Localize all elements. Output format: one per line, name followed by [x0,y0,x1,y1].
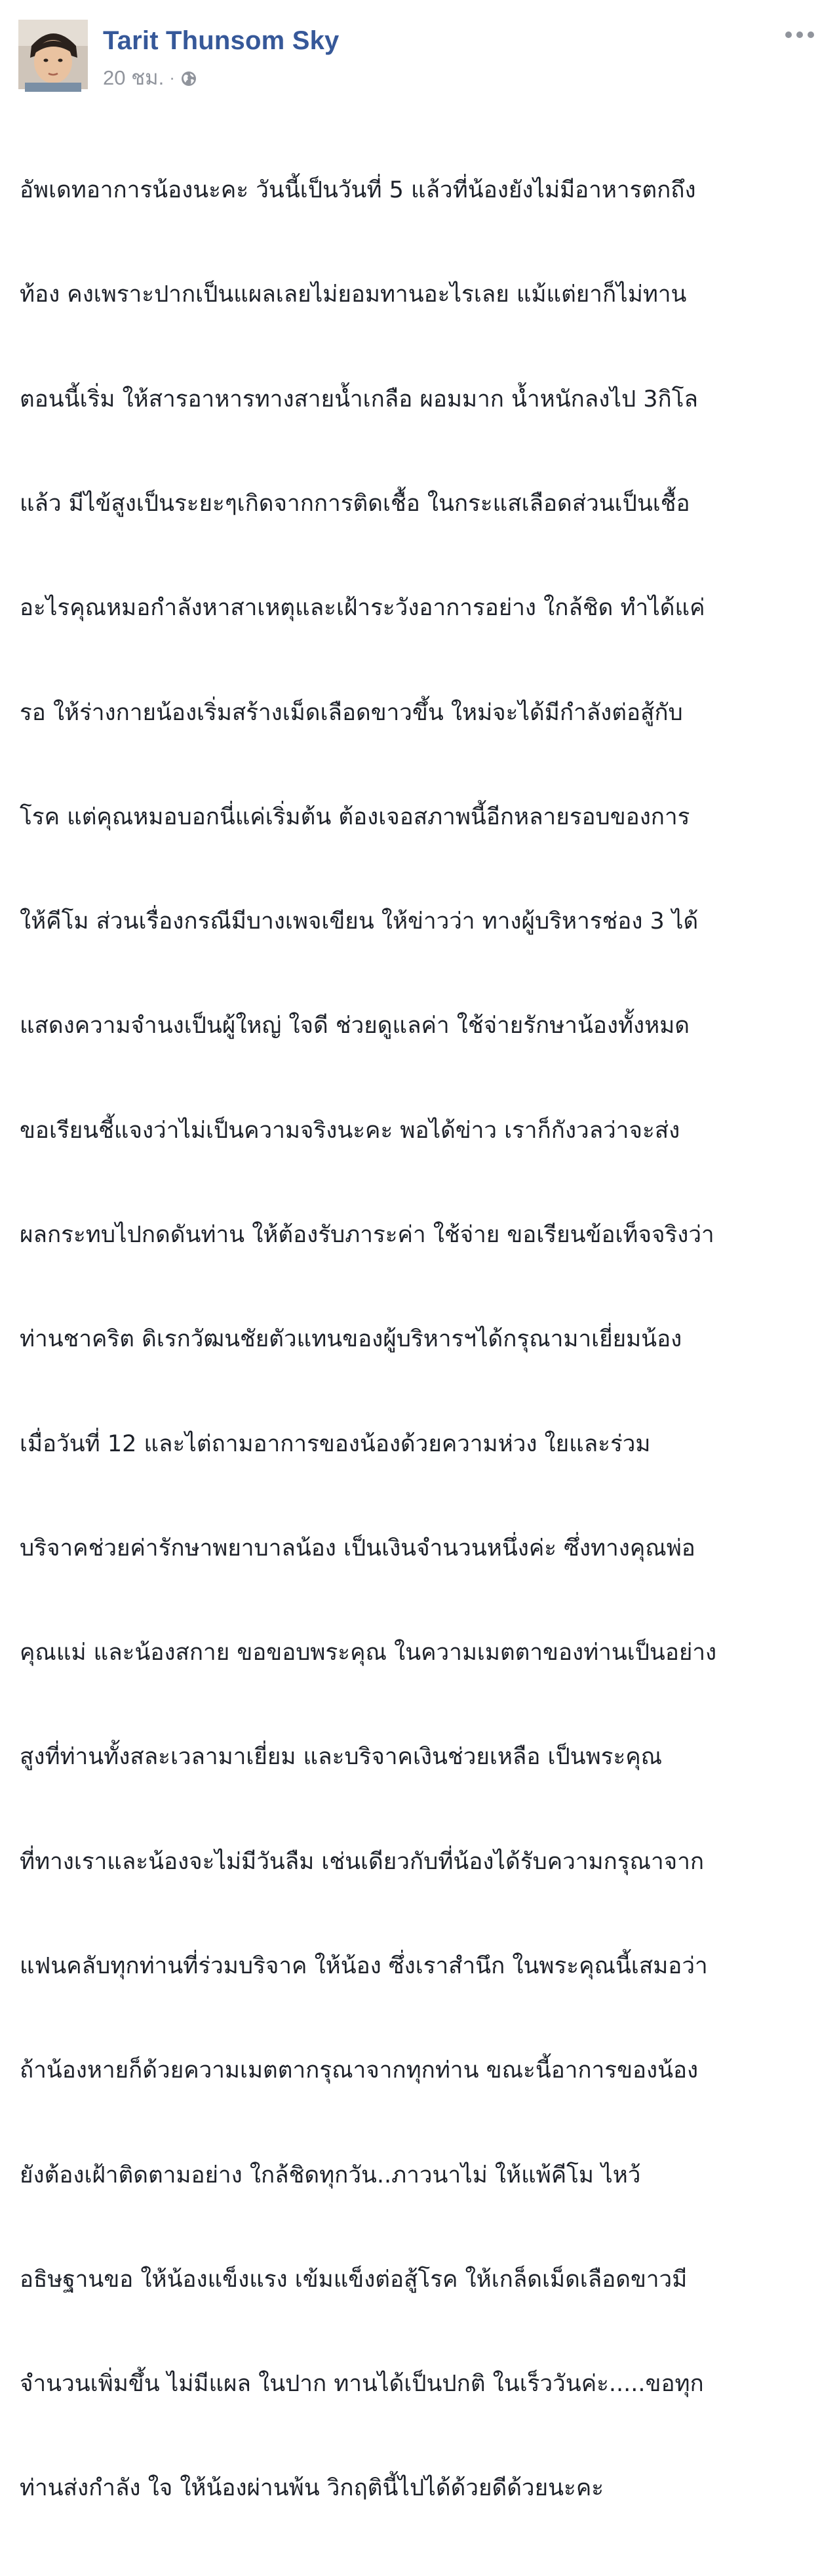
post-line: จำนวนเพิ่มขึ้น ไม่มีแผล ในปาก ทานได้เป็นปกติ ในเร็ววันค่ะ.....ขอทุก [20,2371,704,2398]
post-line: ผลกระทบไปกดดันท่าน ให้ต้องรับภาระค่า ใช้จ่าย ขอเรียนข้อเท็จจริงว่า [20,1222,714,1248]
post-meta [103,64,197,91]
post-line: เมื่อวันที่ 12 และไต่ถามอาการของน้องด้วยความห่วง ใยและร่วม [20,1430,651,1457]
post-line: ถ้าน้องหายก็ด้วยความเมตตากรุณาจากทุกท่าน ขณะนี้อาการของน้อง [20,2057,699,2084]
post-line: ยังต้องเฝ้าติดตามอย่าง ใกล้ชิดทุกวัน..ภาวนาไม่ ให้แพ้คีโม ไหว้ [20,2162,641,2188]
post-line: ท้อง คงเพราะปากเป็นแผลเลยไม่ยอมทานอะไรเลย แม้แต่ยาก็ไม่ทาน [20,281,687,308]
post-line: อัพเดทอาการน้องนะคะ วันนี้เป็นวันที่ 5 แล้วที่น้องยังไม่มีอาหารตกถึง [20,177,696,204]
post-line: อะไรคุณหมอกำลังหาสาเหตุและเฝ้าระวังอาการอย่าง ใกล้ชิด ทำได้แค่ [20,595,705,622]
post-timestamp[interactable]: 20 ชม. [103,66,165,89]
more-dot [796,31,803,38]
post-line: สูงที่ท่านทั้งสละเวลามาเยี่ยม และบริจาคเงินช่วยเหลือ เป็นพระคุณ [20,1744,663,1771]
post-line: แฟนคลับทุกท่านที่ร่วมบริจาค ให้น้อง ซึ่งเราสำนึก ในพระคุณนี้เสมอว่า [20,1952,708,1979]
meta-separator: · [169,67,175,87]
avatar[interactable] [18,20,88,89]
more-dot [785,31,792,38]
author-name[interactable]: Tarit Thunsom Sky [103,26,340,55]
post-body [20,104,823,2576]
post-line: ขอเรียนชี้แจงว่าไม่เป็นความจริงนะคะ พอได้ข่าว เราก็กังวลว่าจะส่ง [20,1117,680,1144]
post-line: ให้คีโม ส่วนเรื่องกรณีมีบางเพจเขียน ให้ข่าวว่า ทางผู้บริหารช่อง 3 ได้ [20,908,699,935]
post-line: อธิษฐานขอ ให้น้องแข็งแรง เข้มแข็งต่อสู้โรค ให้เกล็ดเม็ดเลือดขาวมี [20,2266,688,2293]
avatar-image [18,20,88,89]
post-line: แล้ว มีไข้สูงเป็นระยะๆเกิดจากการติดเชื้อ ในกระแสเลือดส่วนเป็นเชื้อ [20,491,690,517]
post-line: แสดงความจำนงเป็นผู้ใหญ่ ใจดี ช่วยดูแลค่า ใช้จ่ายรักษาน้องทั้งหมด [20,1013,690,1039]
post-line: ท่านชาคริต ดิเรกวัฒนชัยตัวแทนของผู้บริหารฯได้กรุณามาเยี่ยมน้อง [20,1326,682,1353]
post-line: โรค แต่คุณหมอบอกนี่แค่เริ่มต้น ต้องเจอสภาพนี้อีกหลายรอบของการ [20,803,690,830]
post-line: คุณแม่ และน้องสกาย ขอขอบพระคุณ ในความเมตตาของท่านเป็นอย่าง [20,1640,717,1666]
more-dot [808,31,814,38]
globe-icon[interactable] [180,69,197,86]
post-line: รอ ให้ร่างกายน้องเริ่มสร้างเม็ดเลือดขาวขึ้น ใหม่จะได้มีกำลังต่อสู้กับ [20,699,683,726]
post-line: บริจาคช่วยค่ารักษาพยาบาลน้อง เป็นเงินจำนวนหนึ่งค่ะ ซึ่งทางคุณพ่อ [20,1535,695,1561]
post-line: ท่านส่งกำลัง ใจ ให้น้องผ่านพ้น วิกฤตินี้ไปได้ด้วยดีด้วยนะคะ [20,2475,604,2502]
more-options-icon[interactable] [785,26,814,43]
post-line: ที่ทางเราและน้องจะไม่มีวันลืม เช่นเดียวกับที่น้องได้รับความกรุณาจาก [20,1848,705,1875]
post-line: ตอนนี้เริ่ม ให้สารอาหารทางสายน้ำเกลือ ผอมมาก น้ำหนักลงไป 3กิโล [20,386,698,413]
